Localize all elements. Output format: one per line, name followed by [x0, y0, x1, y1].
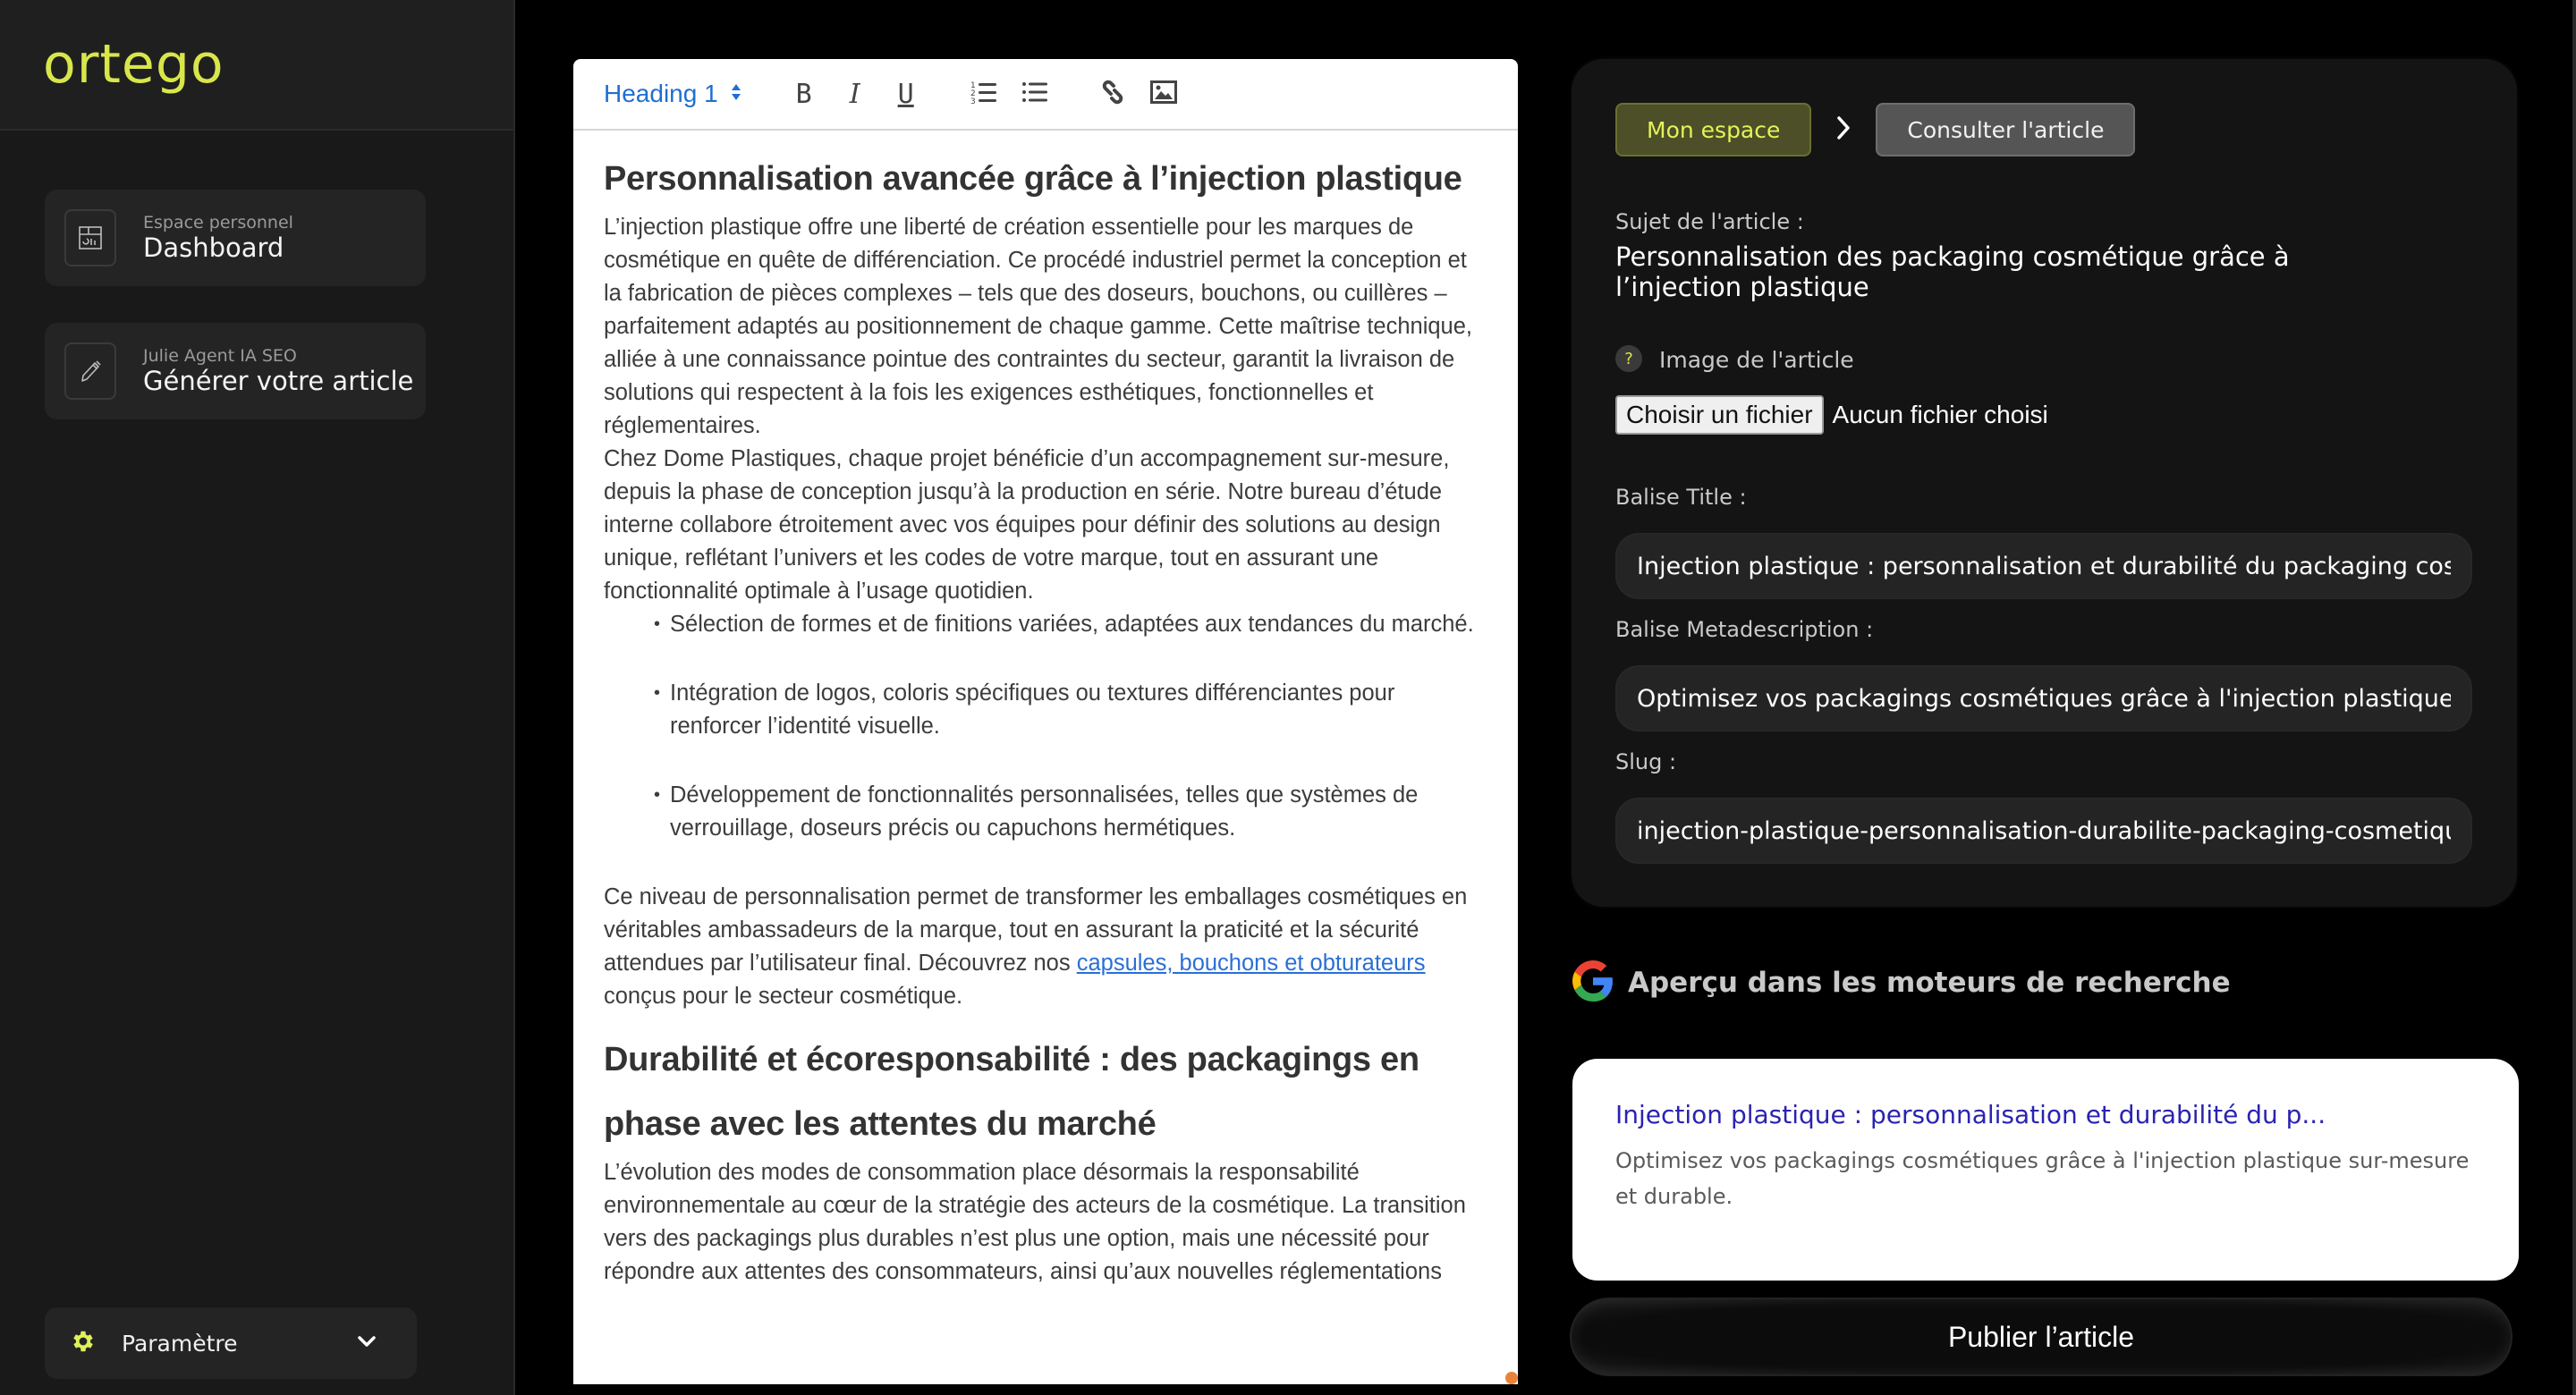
sidebar-item-label: Générer votre article [143, 366, 414, 396]
sidebar-item-label: Dashboard [143, 232, 284, 263]
italic-icon: I [849, 78, 860, 110]
bold-icon: B [795, 78, 812, 110]
subject-value: Personnalisation des packaging cosmétique grâce à l’injection plastique [1615, 241, 2290, 302]
image-label: Image de l'article [1659, 347, 1854, 373]
underline-button[interactable] [888, 76, 924, 112]
pen-icon [64, 342, 116, 400]
underline-icon: U [897, 78, 914, 110]
search-preview-heading: Aperçu dans les moteurs de recherche [1628, 967, 2231, 999]
serp-preview-card [1572, 1059, 2519, 1281]
breadcrumb-current-button[interactable]: Consulter l'article [1876, 103, 2135, 156]
sidebar-item-generate-article[interactable] [45, 323, 426, 419]
slug-label: Slug : [1615, 749, 1677, 774]
breadcrumb-home-button[interactable]: Mon espace [1615, 103, 1811, 156]
heading-select[interactable] [604, 80, 741, 108]
article-meta-panel [1572, 59, 2517, 907]
article-bullet-list [654, 608, 1487, 845]
editor-toolbar [573, 59, 1518, 131]
article-heading-1[interactable]: Durabilité et écoresponsabilité : des packagings en phase avec les attentes du marché [604, 1041, 1419, 1143]
choose-file-button[interactable]: Choisir un fichier [1615, 395, 1824, 435]
google-icon [1572, 960, 1614, 1005]
paragraph-text: conçus pour le secteur cosmétique. [604, 984, 963, 1009]
article-paragraph[interactable] [604, 881, 1487, 1013]
serp-title[interactable]: Injection plastique : personnalisation et durabilité du p... [1615, 1100, 2326, 1129]
chevron-down-icon[interactable] [354, 1329, 379, 1357]
image-file-input [1615, 395, 2048, 435]
help-icon[interactable]: ? [1615, 345, 1642, 372]
title-tag-label: Balise Title : [1615, 485, 1747, 510]
article-editor [573, 59, 1518, 1384]
sidebar-item-subtitle: Julie Agent IA SEO [143, 346, 297, 366]
gear-icon [70, 1328, 97, 1358]
sidebar-header [0, 0, 513, 131]
article-heading-1[interactable]: Personnalisation avancée grâce à l’injection plastique [604, 160, 1462, 198]
sidebar [0, 0, 515, 1395]
sidebar-item-dashboard[interactable] [45, 190, 426, 286]
settings-dropdown[interactable] [45, 1307, 417, 1379]
editor-content[interactable] [573, 131, 1518, 1289]
chevron-right-icon [1835, 114, 1852, 145]
paragraph-text: Ce niveau de personnalisation permet de transformer les emballages cosmétiques en véritables ambassadeurs de la marque, tout en assurant la praticité et la sécurité attendues par l’utilisateur final. Découvrez nos [604, 884, 1468, 976]
svg-text:1: 1 [970, 81, 976, 90]
sidebar-item-subtitle: Espace personnel [143, 213, 293, 232]
subject-label: Sujet de l'article : [1615, 209, 1804, 234]
publish-article-button[interactable]: Publier l’article [1570, 1298, 2512, 1376]
ordered-list-button[interactable] [966, 76, 1002, 112]
bullet-list-icon [1021, 80, 1048, 108]
article-paragraph[interactable]: L’évolution des modes de consommation place désormais la responsabilité environnementale au cœur de la stratégie des acteurs de la cosmétique. La transition vers des packagings plus durables n’est plus une option, mais une nécessité pour répondre aux attentes des consommateurs, ainsi qu’aux nouvelles réglementations [604, 1160, 1466, 1284]
meta-description-input[interactable] [1615, 665, 2472, 731]
breadcrumb [1615, 103, 2135, 156]
settings-label: Paramètre [122, 1330, 238, 1357]
svg-text:3: 3 [970, 97, 976, 105]
editor-resize-handle[interactable] [1505, 1372, 1518, 1384]
bold-button[interactable] [786, 76, 822, 112]
image-button[interactable] [1146, 76, 1182, 112]
article-link[interactable]: capsules, bouchons et obturateurs [1076, 951, 1426, 976]
link-icon [1099, 79, 1126, 109]
ordered-list-icon [970, 80, 997, 108]
article-paragraph[interactable]: Chez Dome Plastiques, chaque projet bénéficie d’un accompagnement sur-mesure, depuis la phase de conception jusqu’à la production en série. Notre bureau d’étude interne collabore étroitement avec vos équipes pour définir des solutions au design unique, reflétant l’univers et les codes de votre marque, tout en assurant une fonctionnalité optimale à l’usage quotidien. [604, 446, 1450, 604]
brand-logo[interactable]: ortego [43, 33, 225, 96]
meta-description-label: Balise Metadescription : [1615, 617, 1874, 642]
italic-button[interactable] [837, 76, 873, 112]
window-edge [2572, 0, 2576, 1395]
bullet-list-button[interactable] [1017, 76, 1053, 112]
heading-select-value: Heading 1 [604, 80, 718, 107]
link-button[interactable] [1095, 76, 1131, 112]
search-preview-header [1572, 960, 2231, 1005]
list-item[interactable]: • Développement de fonctionnalités personnalisées, telles que systèmes de verrouillage, doseurs précis ou capuchons hermétiques. [654, 779, 1487, 845]
serp-description: Optimisez vos packagings cosmétiques grâce à l'injection plastique sur-mesure et durable. [1615, 1148, 2470, 1209]
list-item[interactable]: • Intégration de logos, coloris spécifiques ou textures différenciantes pour renforcer l’identité visuelle. [654, 677, 1487, 743]
slug-input[interactable] [1615, 798, 2472, 864]
file-status: Aucun fichier choisi [1832, 401, 2048, 428]
list-item[interactable]: • Sélection de formes et de finitions variées, adaptées aux tendances du marché. [654, 608, 1487, 641]
dashboard-icon [64, 209, 116, 266]
article-paragraph[interactable]: L’injection plastique offre une liberté de création essentielle pour les marques de cosmétique en quête de différenciation. Ce procédé industriel permet la conception et la fabrication de pièces complexes – tels que des doseurs, bouchons, ou cuillères – parfaitement adaptés au positionnement de chaque gamme. Cette maîtrise technique, alliée à une connaissance pointue des contraintes du secteur, garantit la livraison de solutions qui respectent à la fois les exigences esthétiques, fonctionnelles et réglementaires. [604, 215, 1473, 438]
image-icon [1150, 80, 1177, 107]
title-tag-input[interactable] [1615, 533, 2472, 599]
updown-arrows-icon [731, 80, 741, 108]
svg-text:2: 2 [970, 89, 976, 98]
